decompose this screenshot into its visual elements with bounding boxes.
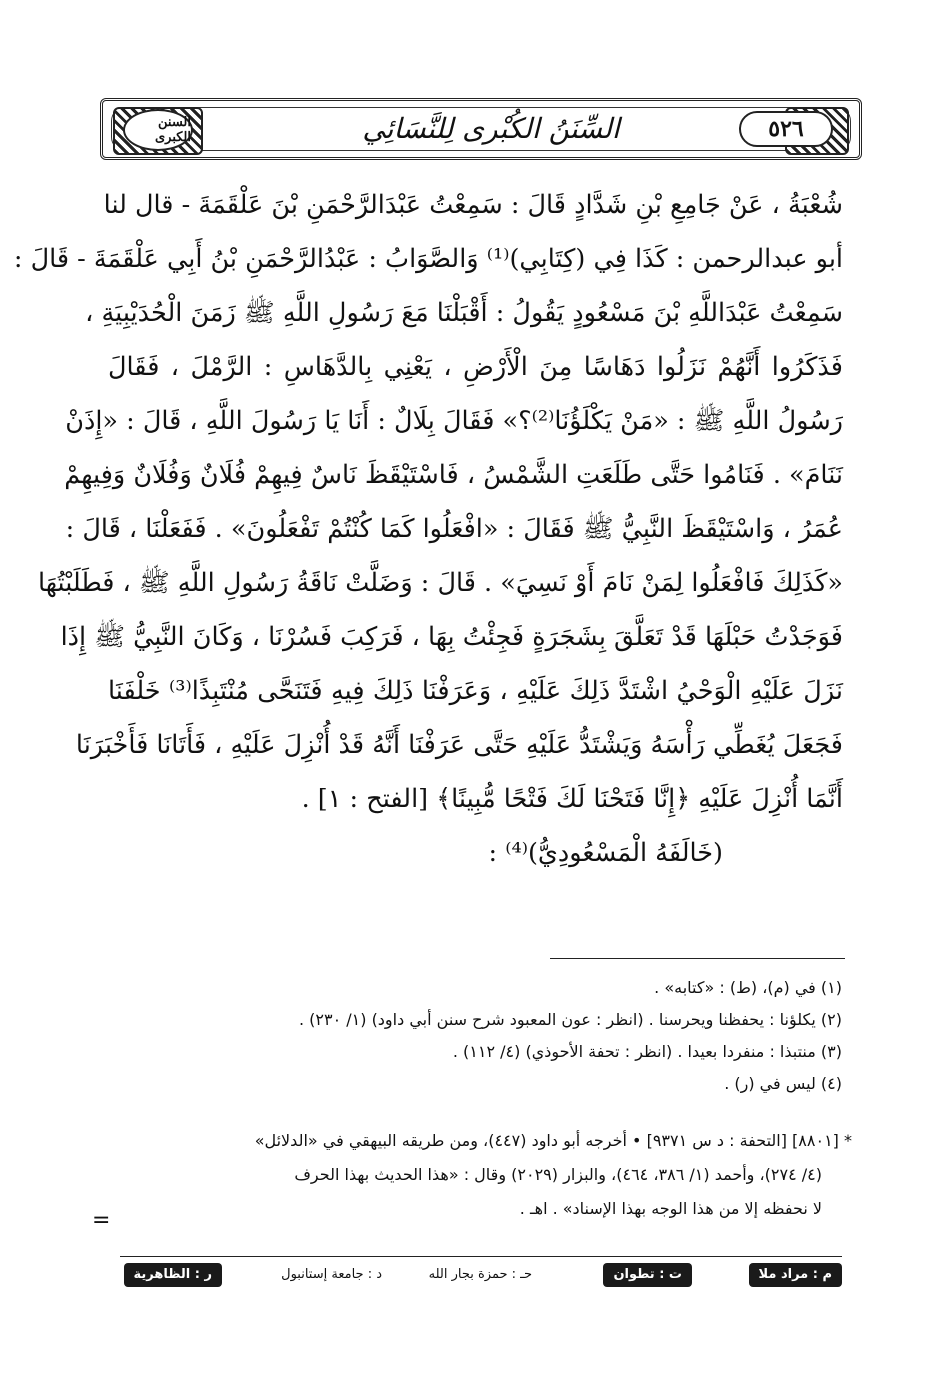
footnote-divider (550, 958, 845, 959)
text-line: نَنَامَ» . فَنَامُوا حَتَّى طَلَعَتِ الشَّمْسُ ، فَاسْتَيْقَظَ نَاسٌ فِيهِمْ فُلَانٌ وَفُلَانٌ وَفِيهِمْ (64, 460, 843, 490)
text-line: سَمِعْتُ عَبْدَاللَّهِ بْنَ مَسْعُودٍ يَقُولُ : أَقْبَلْنَا مَعَ رَسُولِ اللَّهِ ﷺ زَمَنَ الْحُدَيْبِيَةِ ، (85, 298, 843, 328)
text-line: فَذَكَرُوا أَنَّهُمْ نَزَلُوا دَهَاسًا مِنَ الْأَرْضِ ، يَعْنِي بِالدَّهَاسِ : الرَّمْلَ ، فَقَالَ (108, 352, 843, 382)
text-line: عُمَرُ ، وَاسْتَيْقَظَ النَّبِيُّ ﷺ فَقَالَ : «افْعَلُوا كَمَا كُنْتُمْ تَفْعَلُونَ» . فَفَعَلْنَا ، قَالَ : (65, 514, 843, 544)
footnote: (٣) منتبذا : منفردا بعيدا . (انظر : تحفة الأحوذي) (٤/ ١١٢) . (452, 1042, 842, 1061)
text-line: «كَذَلِكَ فَافْعَلُوا لِمَنْ نَامَ أَوْ نَسِيَ» . قَالَ : وَضَلَّتْ نَاقَةُ رَسُولِ اللَّهِ ﷺ ، فَطَلَبْتُهَا (37, 568, 843, 598)
manuscript-tag: ر : الظاهرية (124, 1263, 222, 1287)
text-line: فَوَجَدْتُ حَبْلَهَا قَدْ تَعَلَّقَ بِشَجَرَةٍ فَجِئْتُ بِهَا ، فَرَكِبَ فَسُرْنَا ، وَكَانَ النَّبِيُّ ﷺ إِذَا (60, 622, 843, 652)
book-title: السِّنَنُ الكُبْرى لِلنَّسَائِي (362, 111, 620, 145)
note-line: لا نحفظه إلا من هذا الوجه بهذا الإسناد» . اهـ . (519, 1199, 822, 1218)
page-header (100, 98, 862, 160)
text-line: أَنَّمَا أُنْزِلَ عَلَيْهِ ﴿إِنَّا فَتَحْنَا لَكَ فَتْحًا مُّبِينًا﴾ [الفتح : ١] . (301, 784, 843, 814)
footnote: (١) في (م)، (ط) : «كتابه» . (654, 978, 842, 997)
text-line: أبو عبدالرحمن : كَذَا فِي (كِتَابِي)⁽¹⁾ وَالصَّوَابُ : عَبْدُالرَّحْمَنِ بْنُ أَبِي عَلْقَمَةَ - قَالَ : (13, 244, 843, 274)
takhrij-note (110, 1124, 852, 1226)
manuscript-legend (120, 1263, 842, 1293)
footnote: (٤) ليس في (ر) . (724, 1074, 842, 1093)
footnote: (٢) يكلؤنا : يحفظنا ويحرسنا . (انظر : عون المعبود شرح سنن أبي داود) (١/ ٢٣٠) . (298, 1010, 842, 1029)
text-line: شُعْبَةُ ، عَنْ جَامِعِ بْنِ شَدَّادٍ قَالَ : سَمِعْتُ عَبْدَالرَّحْمَنِ بْنَ عَلْقَمَةَ - قال لنا (103, 190, 843, 220)
continuation-mark: = (92, 1208, 111, 1233)
manuscript-tag: د : جامعة إستانبول (281, 1267, 382, 1282)
text-line: فَجَعَلَ يُغَطِّي رَأْسَهُ وَيَشْتَدُّ عَلَيْهِ حَتَّى عَرَفْنَا أَنَّهُ قَدْ أُنْزِلَ عَلَيْهِ ، فَأَتَانَا فَأَخْبَرَنَا (75, 730, 843, 760)
footnotes (150, 972, 842, 1100)
manuscript-tag: ت : تطوان (603, 1263, 692, 1287)
section-heading: (خَالَفَهُ الْمَسْعُودِيُّ)⁽⁴⁾ : (488, 838, 723, 868)
main-text (13, 178, 843, 880)
book-emblem: السنن الكبرى (123, 109, 193, 151)
text-line: رَسُولُ اللَّهِ ﷺ : «مَنْ يَكْلَؤُنَا⁽²⁾؟» فَقَالَ بِلَالٌ : أَنَا يَا رَسُولَ اللَّهِ ، قَالَ : «إِذَنْ (65, 406, 843, 436)
manuscript-tag: م : مراد ملا (749, 1263, 843, 1287)
page-number: ٥٢٦ (739, 111, 833, 147)
note-line: (٤/ ٢٧٤)، وأحمد (١/ ٣٨٦، ٤٦٤)، والبزار (٢٠٢٩) وقال : «هذا الحديث بهذا الحرف (294, 1165, 822, 1184)
manuscript-tag: حـ : حمزة بجار الله (428, 1267, 532, 1282)
note-line: * [٨٨٠١] [التحفة : د س ٩٣٧١] • أخرجه أبو داود (٤٤٧)، ومن طريقه البيهقي في «الدلائل» (254, 1131, 852, 1150)
text-line: نَزَلَ عَلَيْهِ الْوَحْيُ اشْتَدَّ ذَلِكَ عَلَيْهِ ، وَعَرَفْنَا ذَلِكَ فِيهِ فَتَنَحَّى مُنْتَبِذًا⁽³⁾ خَلْفَنَا (108, 676, 843, 706)
bottom-rule (120, 1256, 842, 1257)
